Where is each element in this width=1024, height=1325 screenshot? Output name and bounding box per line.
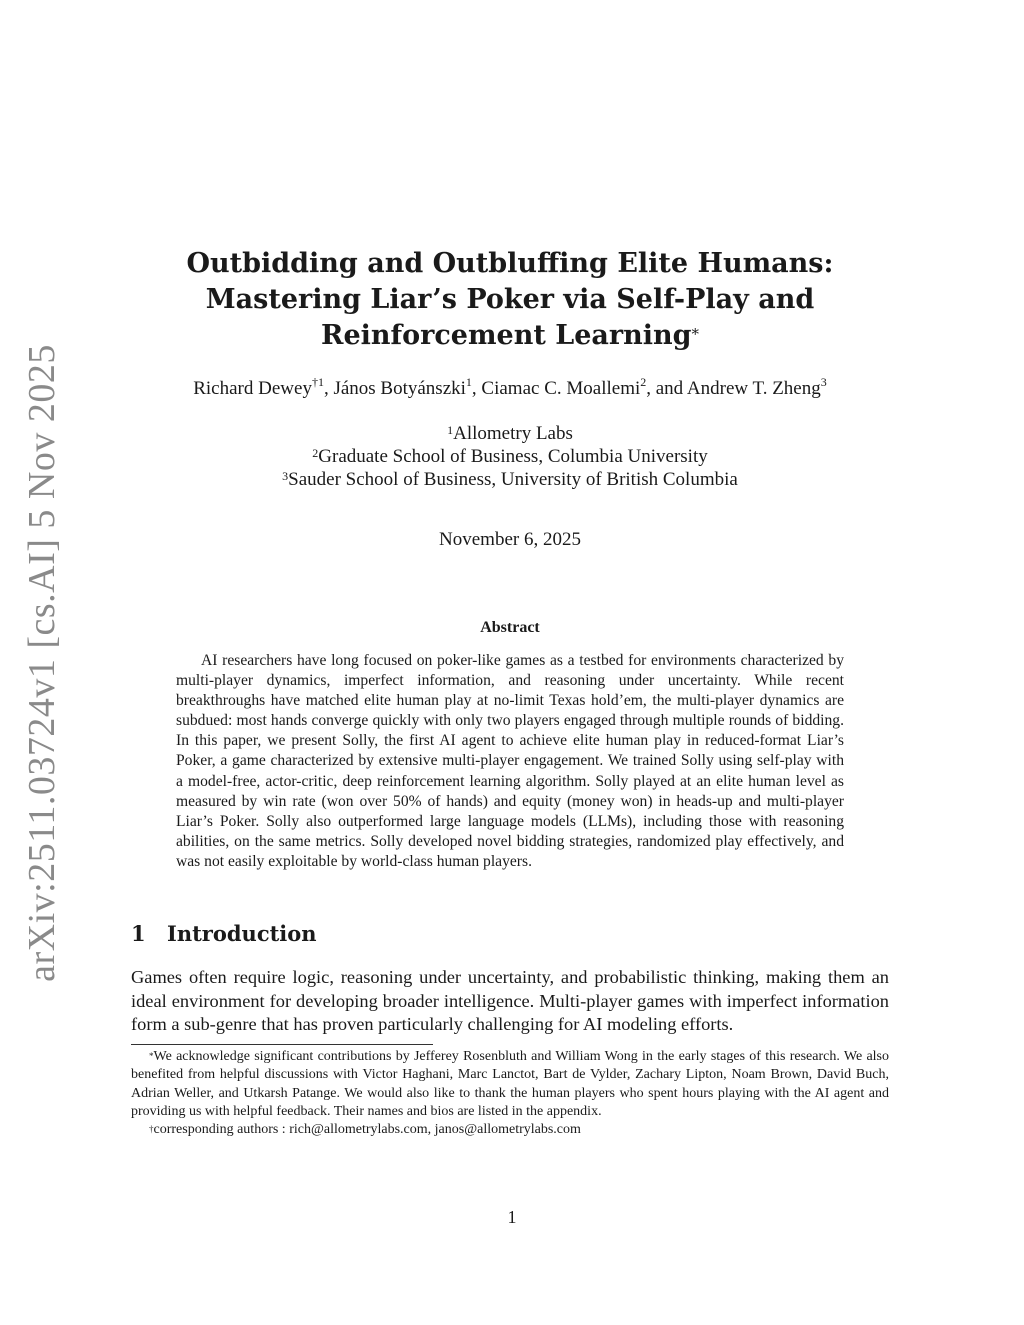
footnote-text: We acknowledge significant contributions by Jefferey Rosenbluth and William Wong in the early stages of this research. We also benefited from helpful discussions with Victor Haghani, Marc Lanctot, Bart de Vylder, Zachary Lipton, Noam Brown, David Buch, Adrian Weller, and Utkarsh Patange. We would also like to thank the human players who spent hours playing with the AI agent and providing us with helpful feedback. Their names and bios are listed in the appendix. [131, 1049, 889, 1119]
author-affiliation-mark: 1 [465, 375, 472, 389]
footnote-divider [131, 1044, 433, 1045]
author-name: Ciamac C. Moallemi [481, 378, 641, 399]
title-line-2: Mastering Liar’s Poker via Self-Play and [205, 284, 815, 315]
affiliation-mark: 2 [312, 446, 319, 460]
footnotes [131, 1048, 889, 1139]
affiliation-text: Allometry Labs [453, 423, 573, 444]
abstract-heading: Abstract [480, 619, 540, 636]
footnote-corresponding-authors [131, 1121, 889, 1139]
author-name: János Botyánszki [333, 378, 466, 399]
author-affiliation-mark: †1 [311, 375, 324, 389]
title-footnote-marker: * [691, 325, 699, 343]
author-separator: , and [646, 378, 687, 399]
footnote-mark: * [149, 1051, 154, 1061]
author-affiliation-mark: 3 [820, 375, 827, 389]
author-name: Richard Dewey [193, 378, 312, 399]
affiliation-text: Sauder School of Business, University of British Columbia [288, 469, 738, 490]
arxiv-identifier-text: arXiv:2511.03724v1 [cs.AI] 5 Nov 2025 [21, 343, 64, 982]
author-name: Andrew T. Zheng [686, 378, 821, 399]
affiliation-item [150, 468, 870, 491]
footnote-mark: † [149, 1124, 154, 1135]
author-affiliation-mark: 2 [640, 375, 647, 389]
author-list [100, 375, 920, 400]
abstract-text: AI researchers have long focused on poker-like games as a testbed for environments characterized by multi-player dynamics, imperfect information, and reasoning under uncertainty. While recent breakthroughs have matched elite human play at no-limit Texas hold’em, the multi-player dynamics are subdued: most hands converge quickly with only two players engaged through multiple rounds of bidding. In this paper, we present Solly, the first AI agent to achieve elite human play in reduced-format Liar’s Poker, a game characterized by extensive multi-player engagement. We trained Solly using self-play with a model-free, actor-critic, deep reinforcement learning algorithm. Solly played at an elite human level as measured by win rate (won over 50% of hands) and equity (money won) in heads-up and multi-player Liar’s Poker. Solly also outperformed large language models (LLMs), including those with reasoning abilities, on the same metrics. Solly developed novel bidding strategies, randomized play effectively, and was not easily exploitable by world-class human players. [176, 652, 844, 870]
introduction-paragraph: Games often require logic, reasoning under uncertainty, and probabilistic thinking, making them an ideal environment for developing broader intelligence. Multi-player games with imperfect information form a sub-genre that has proven particularly challenging for AI modeling efforts. [131, 967, 889, 1034]
author-separator: , [323, 378, 334, 399]
affiliation-item [150, 445, 870, 468]
affiliation-list [150, 422, 870, 491]
affiliation-mark: 3 [282, 469, 289, 483]
title-line-3-text: Reinforcement Learning [321, 320, 692, 351]
author-separator: , [471, 378, 482, 399]
affiliation-item [150, 422, 870, 445]
section-title: Introduction [167, 921, 317, 946]
section-heading [131, 921, 317, 946]
title-line-3 [150, 318, 870, 354]
title-line-1: Outbidding and Outbluffing Elite Humans: [186, 248, 834, 279]
page-number: 1 [507, 1207, 517, 1227]
footnote-acknowledgements [131, 1048, 889, 1121]
publication-date: November 6, 2025 [439, 529, 581, 550]
section-number: 1 [131, 921, 146, 946]
footnote-text: corresponding authors : rich@allometrylabs.com, janos@allometrylabs.com [153, 1122, 581, 1138]
affiliation-mark: 1 [447, 423, 454, 437]
paper-title [150, 246, 870, 354]
affiliation-text: Graduate School of Business, Columbia University [318, 446, 708, 467]
arxiv-identifier-stamp [12, 343, 72, 982]
